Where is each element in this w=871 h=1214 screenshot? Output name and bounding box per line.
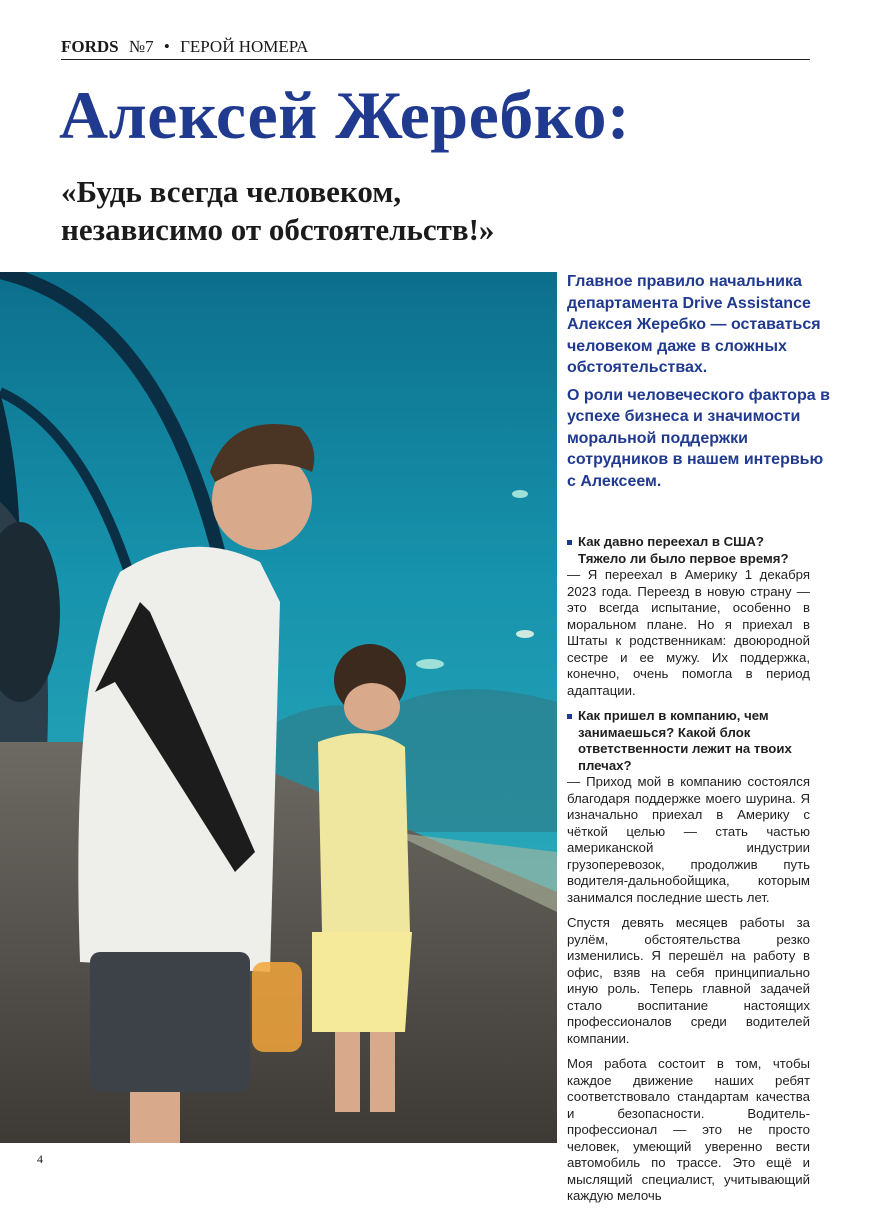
subtitle-quote xyxy=(61,173,681,249)
magazine-brand: FORDS xyxy=(61,37,119,56)
answer-1: — Я переехал в Америку 1 декабря 2023 года. Переезд в новую страну — это всегда испытание, особенно в моральном плане. Но я приехал в Штаты к родственникам: двоюродной сестре и ее мужу. Их поддержка, конечно, очень помогла в период адаптации. xyxy=(567,567,810,698)
lead-paragraph-2: О роли человеческого фактора в успехе бизнеса и значимости моральной поддержки сотрудников в нашем интервью с Алексеем. xyxy=(567,386,830,490)
answer-2-part-2: Спустя девять месяцев работы за рулём, обстоятельства резко изменились. Я перешёл на работу в офис, взяв на себя принципиально иную роль. Теперь главной задачей стало воспитание настоящих профессионалов среди водителей компании. xyxy=(567,915,810,1046)
question-1-text: Как давно переехал в США? Тяжело ли было первое время? xyxy=(578,534,789,566)
bullet-square-icon xyxy=(567,714,572,719)
running-header xyxy=(61,37,810,60)
answer-2-part-1: — Приход мой в компанию состоялся благодаря поддержке моего шурина. Я изначально приехал в Америку с чёткой целью — стать частью американской индустрии грузоперевозок, продолжив путь водителя-дальнобойщика, которым занимался последние шесть лет. xyxy=(567,774,810,905)
question-2 xyxy=(567,708,810,774)
subtitle-line-1: «Будь всегда человеком, xyxy=(61,174,402,209)
issue-number: №7 xyxy=(128,37,154,56)
interview-body xyxy=(567,534,810,1214)
lead-paragraph-1: Главное правило начальника департамента Drive Assistance Алексея Жеребко — оставаться человеком даже в сложных обстоятельствах. xyxy=(567,273,821,376)
subtitle-line-2: независимо от обстоятельств!» xyxy=(61,212,495,247)
page-title: Алексей Жеребко: xyxy=(59,77,631,153)
header-separator: • xyxy=(163,37,170,56)
question-1 xyxy=(567,534,810,567)
section-name: ГЕРОЙ НОМЕРА xyxy=(180,37,309,56)
page-number: 4 xyxy=(37,1152,43,1166)
bullet-square-icon xyxy=(567,540,572,545)
aquarium-photo xyxy=(0,272,557,1143)
answer-2-part-3: Моя работа состоит в том, чтобы каждое движение наших ребят соответствовало стандартам качества и безопасности. Водитель-профессионал — это не просто человек, умеющий уверенно вести автомобиль по трассе. Это ещё и мыслящий специалист, учитывающий каждую мелочь xyxy=(567,1056,810,1203)
question-2-text: Как пришел в компанию, чем занимаешься? Какой блок ответственности лежит на твоих плечах? xyxy=(578,708,792,773)
article-lead xyxy=(567,271,832,498)
